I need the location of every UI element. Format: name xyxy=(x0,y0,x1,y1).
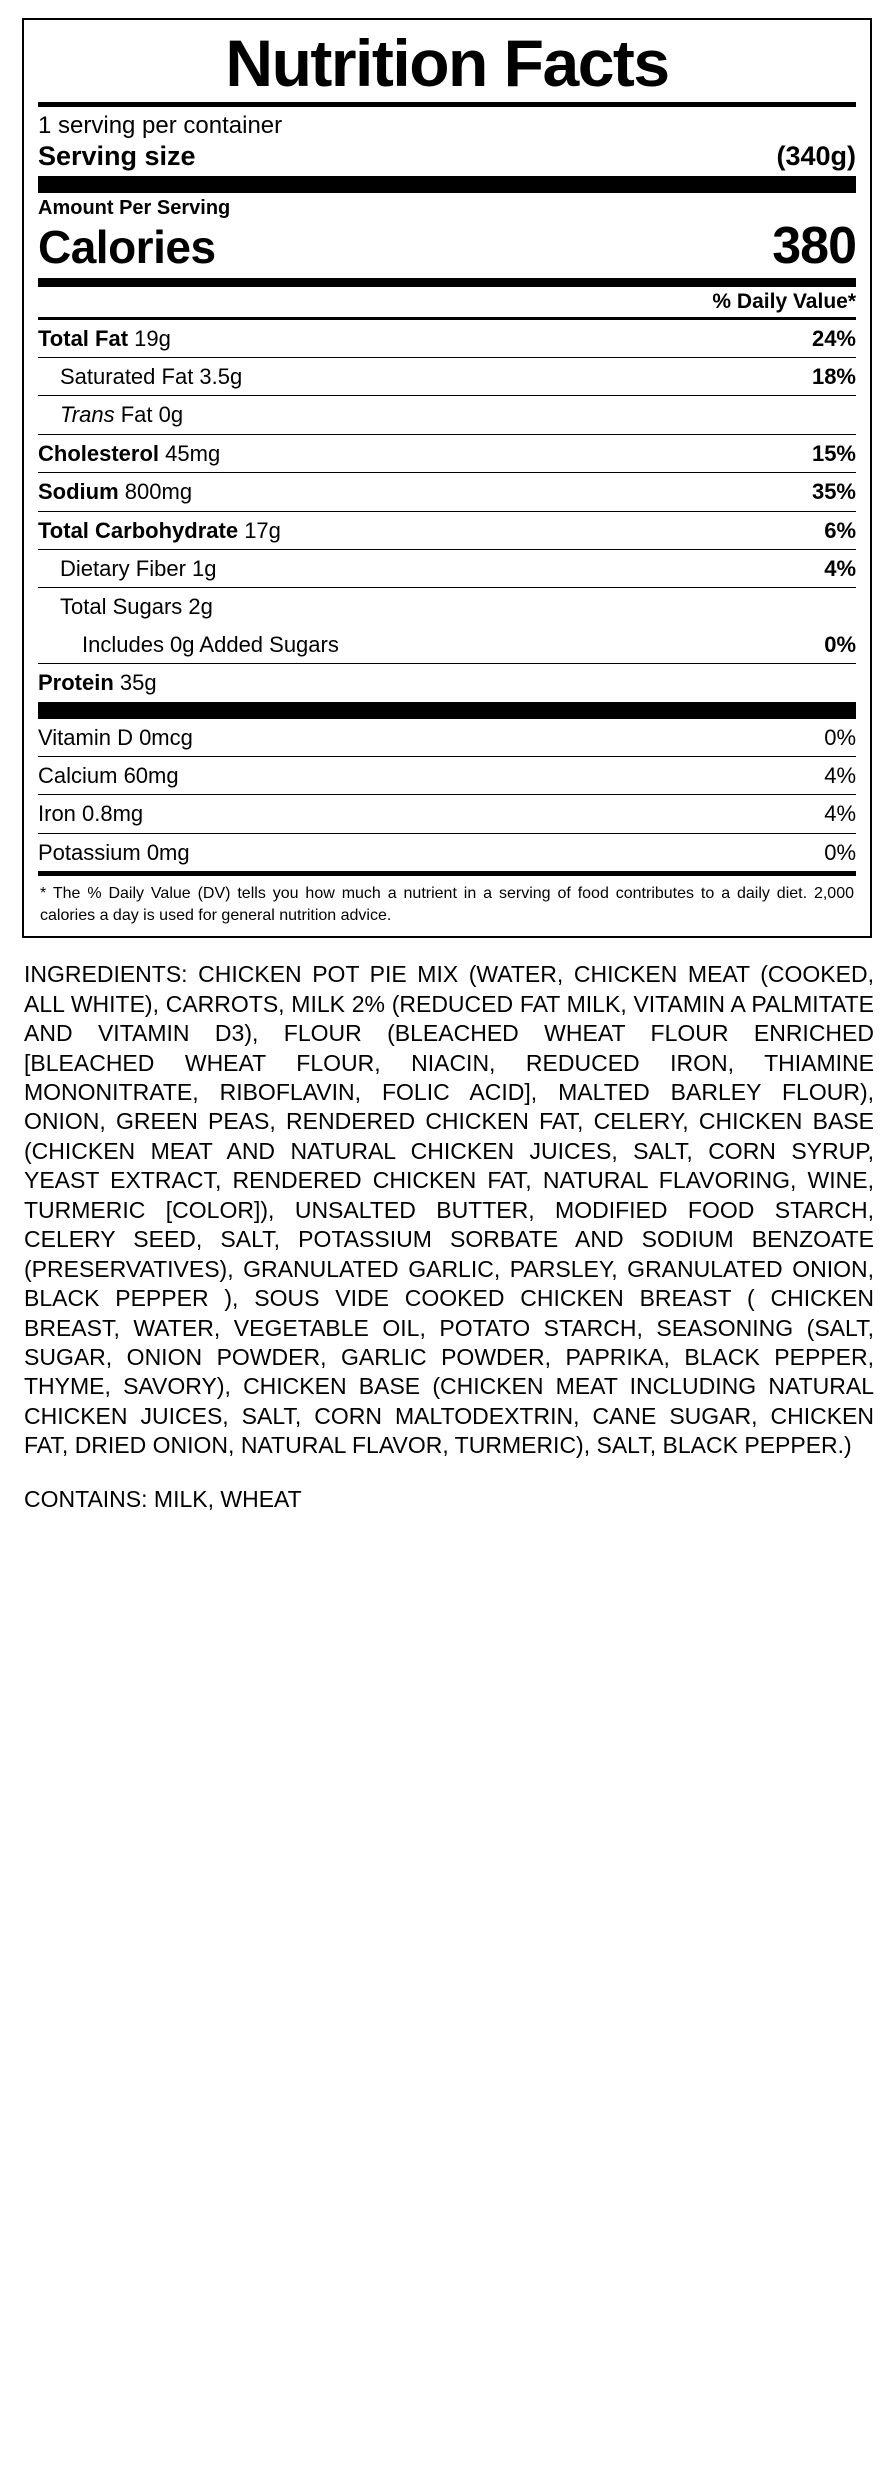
row-added-sugars-dv: 0% xyxy=(824,631,856,657)
row-cholesterol-dv: 15% xyxy=(811,440,856,466)
row-potassium xyxy=(38,833,856,871)
row-total-sugars xyxy=(38,587,856,625)
divider-title xyxy=(38,102,856,107)
row-cholesterol xyxy=(38,434,856,472)
serving-size-label: Serving size xyxy=(38,140,196,171)
row-saturated-fat-label: Saturated Fat 3.5g xyxy=(60,363,243,389)
allergen-contains-statement: CONTAINS: MILK, WHEAT xyxy=(24,1485,302,1512)
calories-label: Calories xyxy=(38,220,216,273)
row-trans-fat xyxy=(38,395,856,433)
row-dietary-fiber-dv: 4% xyxy=(824,555,856,581)
divider-medium-dv xyxy=(38,278,856,287)
row-dietary-fiber xyxy=(38,549,856,587)
row-trans-fat-label: Trans Fat 0g xyxy=(60,402,184,428)
row-protein-label: Protein 35g xyxy=(38,670,157,696)
row-total-sugars-label: Total Sugars 2g xyxy=(60,594,213,620)
serving-size-row xyxy=(38,141,856,172)
row-sodium-dv: 35% xyxy=(811,479,856,505)
serving-size-value: (340g) xyxy=(776,140,856,171)
row-sodium xyxy=(38,472,856,510)
row-vitamin-d-label: Vitamin D 0mcg xyxy=(38,724,193,750)
calories-value: 380 xyxy=(772,216,856,275)
row-calcium-dv: 4% xyxy=(824,762,856,788)
row-added-sugars xyxy=(38,626,856,663)
divider-thick-vitamins xyxy=(38,702,856,719)
row-cholesterol-label: Cholesterol 45mg xyxy=(38,440,221,466)
row-sodium-label: Sodium 800mg xyxy=(38,479,193,505)
ingredients-statement: INGREDIENTS: CHICKEN POT PIE MIX (WATER, CHICKEN MEAT (COOKED, ALL WHITE), CARROTS, MILK 2% (REDUCED FAT MILK, VITAMIN A PALMITATE AND VITAMIN D3), FLOUR (BLEACHED WHEAT FLOUR ENRICHED [BLEACHED WHEAT FLOUR, NIACIN, REDUCED IRON, THIAMINE MONONITRATE, RIBOFLAVIN, FOLIC ACID], MALTED BARLEY FLOUR), ONION, GREEN PEAS, RENDERED CHICKEN FAT, CELERY, CHICKEN BASE (CHICKEN MEAT AND NATURAL CHICKEN JUICES, SALT, CORN SYRUP, YEAST EXTRACT, RENDERED CHICKEN FAT, NATURAL FLAVORING, WINE, TURMERIC [COLOR]), UNSALTED BUTTER, MODIFIED FOOD STARCH, CELERY SEED, SALT, POTASSIUM SORBATE AND SODIUM BENZOATE (PRESERVATIVES), GRANULATED GARLIC, PARSLEY, GRANULATED ONION, BLACK PEPPER ), SOUS VIDE COOKED CHICKEN BREAST ( CHICKEN BREAST, WATER, VEGETABLE OIL, POTATO STARCH, SEASONING (SALT, SUGAR, ONION POWDER, GARLIC POWDER, PAPRIKA, BLACK PEPPER, THYME, SAVORY), CHICKEN BASE (CHICKEN MEAT INCLUDING NATURAL CHICKEN JUICES, SALT, CORN MALTODEXTRIN, CANE SUGAR, CHICKEN FAT, DRIED ONION, NATURAL FLAVOR, TURMERIC), SALT, BLACK PEPPER.) xyxy=(24,961,874,1459)
row-dietary-fiber-label: Dietary Fiber 1g xyxy=(60,555,217,581)
row-added-sugars-label: Includes 0g Added Sugars xyxy=(82,631,339,657)
row-protein xyxy=(38,663,856,701)
calories-row xyxy=(38,216,856,276)
servings-per-container: 1 serving per container xyxy=(38,112,283,139)
row-vitamin-d xyxy=(38,719,856,756)
row-iron-dv: 4% xyxy=(824,801,856,827)
row-potassium-label: Potassium 0mg xyxy=(38,839,190,865)
row-total-fat-dv: 24% xyxy=(811,325,856,351)
row-vitamin-d-dv: 0% xyxy=(824,724,856,750)
nutrition-facts-panel xyxy=(22,18,872,938)
row-total-fat xyxy=(38,317,856,357)
daily-value-footnote: * The % Daily Value (DV) tells you how much a nutrient in a serving of food contributes to a daily diet. 2,000 calories a day is used for general nutrition advice. xyxy=(40,885,854,924)
amount-per-serving-label: Amount Per Serving xyxy=(38,196,231,219)
row-calcium-label: Calcium 60mg xyxy=(38,762,179,788)
row-total-carbohydrate-dv: 6% xyxy=(824,517,856,543)
row-iron xyxy=(38,794,856,832)
daily-value-header: % Daily Value* xyxy=(712,289,856,313)
row-total-carbohydrate-label: Total Carbohydrate 17g xyxy=(38,517,281,543)
row-potassium-dv: 0% xyxy=(824,839,856,865)
row-total-carbohydrate xyxy=(38,511,856,549)
row-iron-label: Iron 0.8mg xyxy=(38,801,144,827)
row-calcium xyxy=(38,756,856,794)
row-saturated-fat xyxy=(38,357,856,395)
divider-thick-calories xyxy=(38,176,856,193)
row-saturated-fat-dv: 18% xyxy=(811,363,856,389)
page-title: Nutrition Facts xyxy=(225,26,669,100)
row-total-fat-label: Total Fat 19g xyxy=(38,325,171,351)
